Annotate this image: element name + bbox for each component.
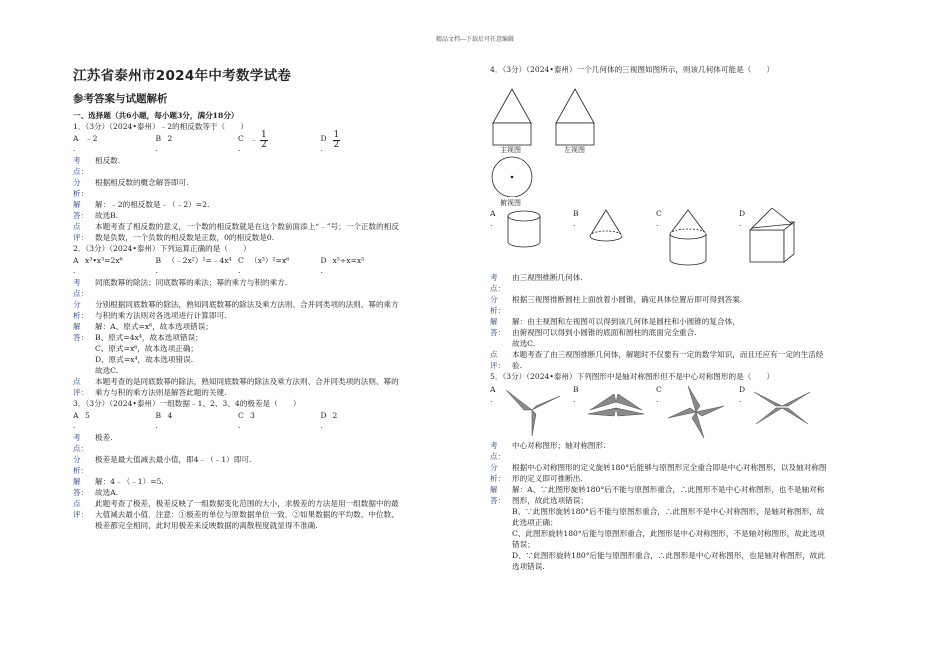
option-a-cylinder (504, 208, 544, 252)
q3-stem: 3．（3分）（2024•泰州）一组数据﹣1、2、3、4的极差是（ ） (73, 399, 301, 408)
left-view-label: 左视图 (564, 146, 585, 154)
q2-option-a: A . x³•x³=2x⁶ (73, 256, 123, 275)
fraction: $\frac{1}{2}$ (261, 130, 267, 150)
front-view-label: 主视图 (500, 146, 521, 154)
q3-option-a: A . 5 (73, 411, 90, 430)
q5-stem: 5．（3分）（2024•泰州）下列图形中是轴对称图形但不是中心对称图形的是（ ） (490, 372, 775, 381)
q1-jieda: 解 答： 解：﹣2的相反数是﹣（﹣2）=2. 故选B. (73, 200, 210, 220)
q4-three-views (490, 75, 830, 207)
q2-options (73, 255, 403, 277)
q1-kaodian: 考 点： 相反数. (73, 156, 121, 176)
q5-kaodian: 考 点： 中心对称图形；轴对称图形. (490, 441, 606, 461)
q1-option-a: A . ﹣2 (73, 134, 98, 153)
top-view-center-dot (511, 176, 514, 179)
q3-dianping: 点 评： 此题考查了极差，极差反映了一组数据变化范围的大小，求极差的方法是用一组数据中的最大值减去最小值．注意：①极差的单位与原数据单位一致．②如果数据的平均数、中位数、极差都完全相同，此时用极差来反映数据的离散程度就显得不准确. (73, 499, 399, 530)
q2-dianping: 点 评： 本题考查的是同底数幂的除法，熟知同底数幂的除法及乘方法则、合并同类项的法则、幂的乘方与积的乘方法则是解答此题的关键. (73, 377, 399, 397)
q4-options: A . B . C . D . (490, 208, 830, 272)
q4-dianping: 点 评： 本题考查了由三视图推断几何体，解题时不仅要有一定的数学知识，而且还应有一定的生活经验. (490, 350, 824, 370)
q4-jieda: 解 答： 解：由主视图和左视图可以得到该几何体是圆柱和小圆锥的复合体， 由俯视图可以得到小圆锥的底面和圆柱的底面完全重合. 故选C. (490, 317, 740, 348)
option-d-four-blade-figure (750, 386, 814, 430)
q3-kaodian: 考 点： 极差. (73, 433, 113, 453)
option-c-cone-on-cylinder (666, 208, 710, 270)
front-view-rect (493, 123, 531, 145)
section-heading: 一、选择题（共6小题，每小题3分，满分18分） (73, 111, 239, 120)
top-view-label: 俯视图 (500, 199, 521, 207)
option-b-cone (586, 208, 626, 248)
q3-option-c: C . 3 (238, 411, 255, 430)
q1-dianping: 点 评： 本题考查了相反数的意义，一个数的相反数就是在这个数前面添上“﹣”号；一个正数的相反数是负数，一个负数的相反数是正数，0的相反数是0. (73, 222, 399, 242)
q3-fenxi: 分 析： 极差是最大值减去最小值，即4﹣（﹣1）即可. (73, 455, 252, 475)
page-header: 精品文档---下载后可任意编辑 (435, 36, 515, 43)
q2-kaodian: 考 点： 同底数幂的除法；同底数幂的乘法；幂的乘方与积的乘方. (73, 278, 288, 298)
q1-options (73, 130, 403, 155)
three-view-drawing (490, 77, 630, 197)
fraction: $\frac{1}{2}$ (333, 130, 340, 150)
q3-options (73, 410, 403, 432)
left-column (73, 64, 403, 531)
q5-options: A . B . C . D . (490, 384, 830, 440)
q5-jieda: 解 答： 解：A、∵此图形旋转180°后不能与原图形重合，∴此图形不是中心对称图形，也不是轴对称图形，故此选项错误； B、∵此图形旋转180°后不能与原图形重合，∴此图形不是中心对称图形，是轴对称图形，故此选项正确； C、此图形旋转180°后能与原图形重合，此图形是中心对称图形，不是轴对称图形，故此选项错误； D、∵此图形旋转180°后能与原图形重合，∴此图形是中心对称图形，也是轴对称图形，故此选项错误. (490, 485, 825, 571)
q2-fenxi: 分 析： 分别根据同底数幂的除法，熟知同底数幂的除法及乘方法则、合并同类项的法则、幂的乘方与积的乘方法则对各选项进行计算即可. (73, 300, 399, 320)
q2-option-b: B . （﹣2x²）²=﹣4x⁴ (155, 256, 232, 275)
option-c-pinwheel-figure (666, 384, 726, 440)
q2-option-c: C . （x³）²=x⁶ (238, 256, 290, 275)
q2-stem: 2．（3分）（2024•泰州）下列运算正确的是（ ） (73, 244, 251, 253)
q1-option-b: B . 2 (155, 134, 173, 153)
q2-option-d: D . x⁵÷x=x⁵ (320, 256, 365, 275)
q4-kaodian: 考 点： 由三视图推断几何体. (490, 273, 583, 293)
q1-fenxi: 分 析： 根据相反数的概念解答即可. (73, 178, 189, 198)
q5-fenxi: 分 析： 根据中心对称图形的定义旋转180°后能够与原图形完全重合即是中心对称图形，以及轴对称图形的定义即可推断出. (490, 463, 827, 483)
q1-stem: 1．（3分）（2024•泰州）﹣2的相反数等于（ ） (73, 122, 248, 131)
option-d-cone-on-cube (746, 208, 798, 266)
q1-option-c: C . ﹣ $\frac{1}{2}$ (238, 130, 267, 153)
q4-stem: 4．（3分）（2024•泰州）一个几何体的三视图如图所示，则该几何体可能是（ ） (490, 65, 775, 74)
option-b-four-blade-figure (584, 388, 648, 428)
front-view-triangle (493, 89, 531, 123)
left-view-triangle (556, 89, 594, 123)
left-view-rect (556, 123, 594, 145)
q3-option-d: D . 2 (320, 411, 338, 430)
q4-fenxi: 分 析： 根据三视图推断圆柱上面放着小圆锥，确定具体位置后即可得到答案. (490, 295, 743, 315)
doc-title: 江苏省泰州市2024年中考数学试卷 (73, 68, 292, 84)
doc-subtitle: 参考答案与试题解析 (73, 93, 168, 105)
q2-jieda: 解 答： 解：A、原式=x⁶，故本选项错误； B、原式=4x⁴，故本选项错误； C、原式=x⁶，故本选项正确； D、原式=x⁴，故本选项错误. 故选C. (73, 322, 213, 375)
right-column (490, 64, 830, 572)
option-a-three-blade-figure (502, 384, 562, 438)
q3-jieda: 解 答： 解：4﹣（﹣1）=5. 故选A. (73, 477, 164, 497)
q1-option-d: D . $\frac{1}{2}$ (320, 130, 340, 153)
q3-option-b: B . 4 (155, 411, 173, 430)
